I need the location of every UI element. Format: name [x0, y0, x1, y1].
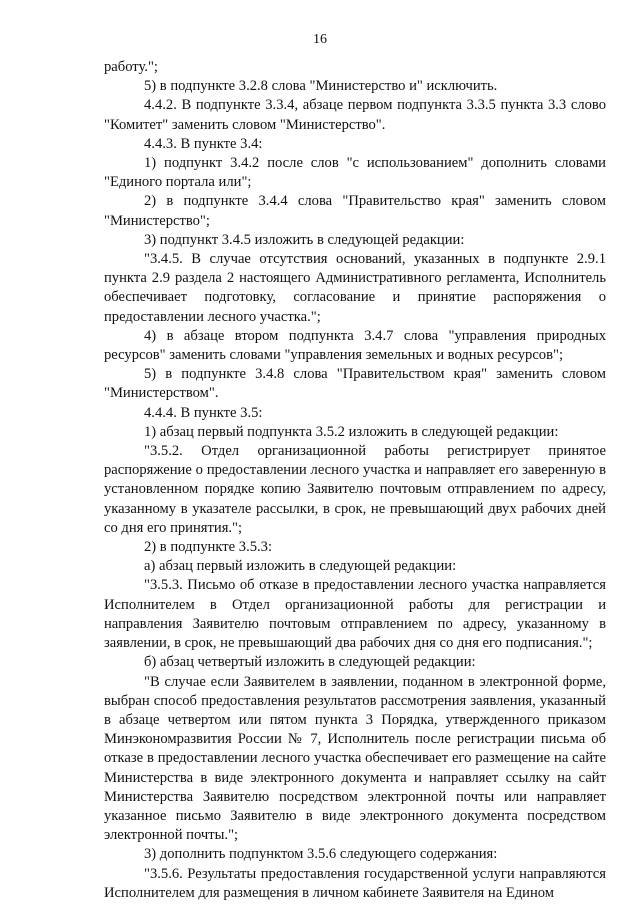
paragraph: 5) в подпункте 3.2.8 слова "Министерство и" исключить. — [144, 78, 498, 95]
paragraph: "3.5.2. Отдел организационной работы регистрирует принятое распоряжение о предоставлении лесного участка и направляет его заверенную в установленном порядке копию Заявителю почтовым отправлением по адресу, указанному в указателе рассылки, в срок, не превышающий двух рабочих дней со дня его принятия."; — [104, 443, 606, 536]
paragraph: 4) в абзаце втором подпункта 3.4.7 слова "управления природных ресурсов" заменить словами "управления земельных и водных ресурсов"; — [104, 327, 606, 364]
paragraph: 4.4.4. В пункте 3.5: — [144, 404, 263, 421]
document-body — [104, 58, 606, 903]
paragraph: 3) подпункт 3.4.5 изложить в следующей редакции: — [144, 231, 465, 248]
paragraph: "3.5.3. Письмо об отказе в предоставлении лесного участка направляется Исполнителем в Отдел организационной работы для регистрации и направления Заявителю почтовым отправлением по адресу, указанному в заявлении, в срок, не превышающий два рабочих дня со дня его подписания."; — [104, 577, 606, 652]
paragraph: б) абзац четвертый изложить в следующей редакции: — [144, 654, 476, 671]
paragraph: 2) в подпункте 3.5.3: — [144, 539, 273, 556]
paragraph: 4.4.2. В подпункте 3.3.4, абзаце первом подпункта 3.3.5 пункта 3.3 слово "Комитет" заменить словом "Министерство". — [104, 97, 606, 133]
page-number: 16 — [313, 32, 327, 47]
paragraph: "3.4.5. В случае отсутствия оснований, указанных в подпункте 2.9.1 пункта 2.9 раздела 2 настоящего Административного регламента, Исполнитель обеспечивает подготовку, согласование и принятие распоряжения о предоставлении лесного участка."; — [104, 251, 606, 325]
paragraph: работу."; — [104, 59, 158, 75]
paragraph: 3) дополнить подпунктом 3.5.6 следующего содержания: — [144, 846, 498, 863]
paragraph: 1) абзац первый подпункта 3.5.2 изложить в следующей редакции: — [144, 423, 559, 440]
paragraph: "В случае если Заявителем в заявлении, поданном в электронной форме, выбран способ предоставления результатов рассмотрения заявления, указанный в абзаце четвертом или пятом пункта 3 Порядка, утвержденного приказом Минэкономразвития России № 7, Исполнитель после регистрации письма об отказе в предоставлении лесного участка обеспечивает его размещение на сайте Министерства в виде электронного документа и направляет ссылку на сайт Министерства Заявителю посредством электронной почты или направляет указанное письмо Заявителю в виде электронного документа посредством электронной почты."; — [104, 673, 606, 844]
paragraph: 5) в подпункте 3.4.8 слова "Правительством края" заменить словом "Министерством". — [104, 366, 606, 402]
paragraph: 4.4.3. В пункте 3.4: — [144, 135, 263, 152]
paragraph: 1) подпункт 3.4.2 после слов "с использованием" дополнить словами "Единого портала или"; — [104, 155, 606, 191]
paragraph: 2) в подпункте 3.4.4 слова "Правительство края" заменить словом "Министерство"; — [104, 193, 606, 229]
paragraph: а) абзац первый изложить в следующей редакции: — [144, 558, 457, 575]
paragraph: "3.5.6. Результаты предоставления государственной услуги направляются Исполнителем для размещения в личном кабинете Заявителя на Едином — [104, 865, 606, 901]
